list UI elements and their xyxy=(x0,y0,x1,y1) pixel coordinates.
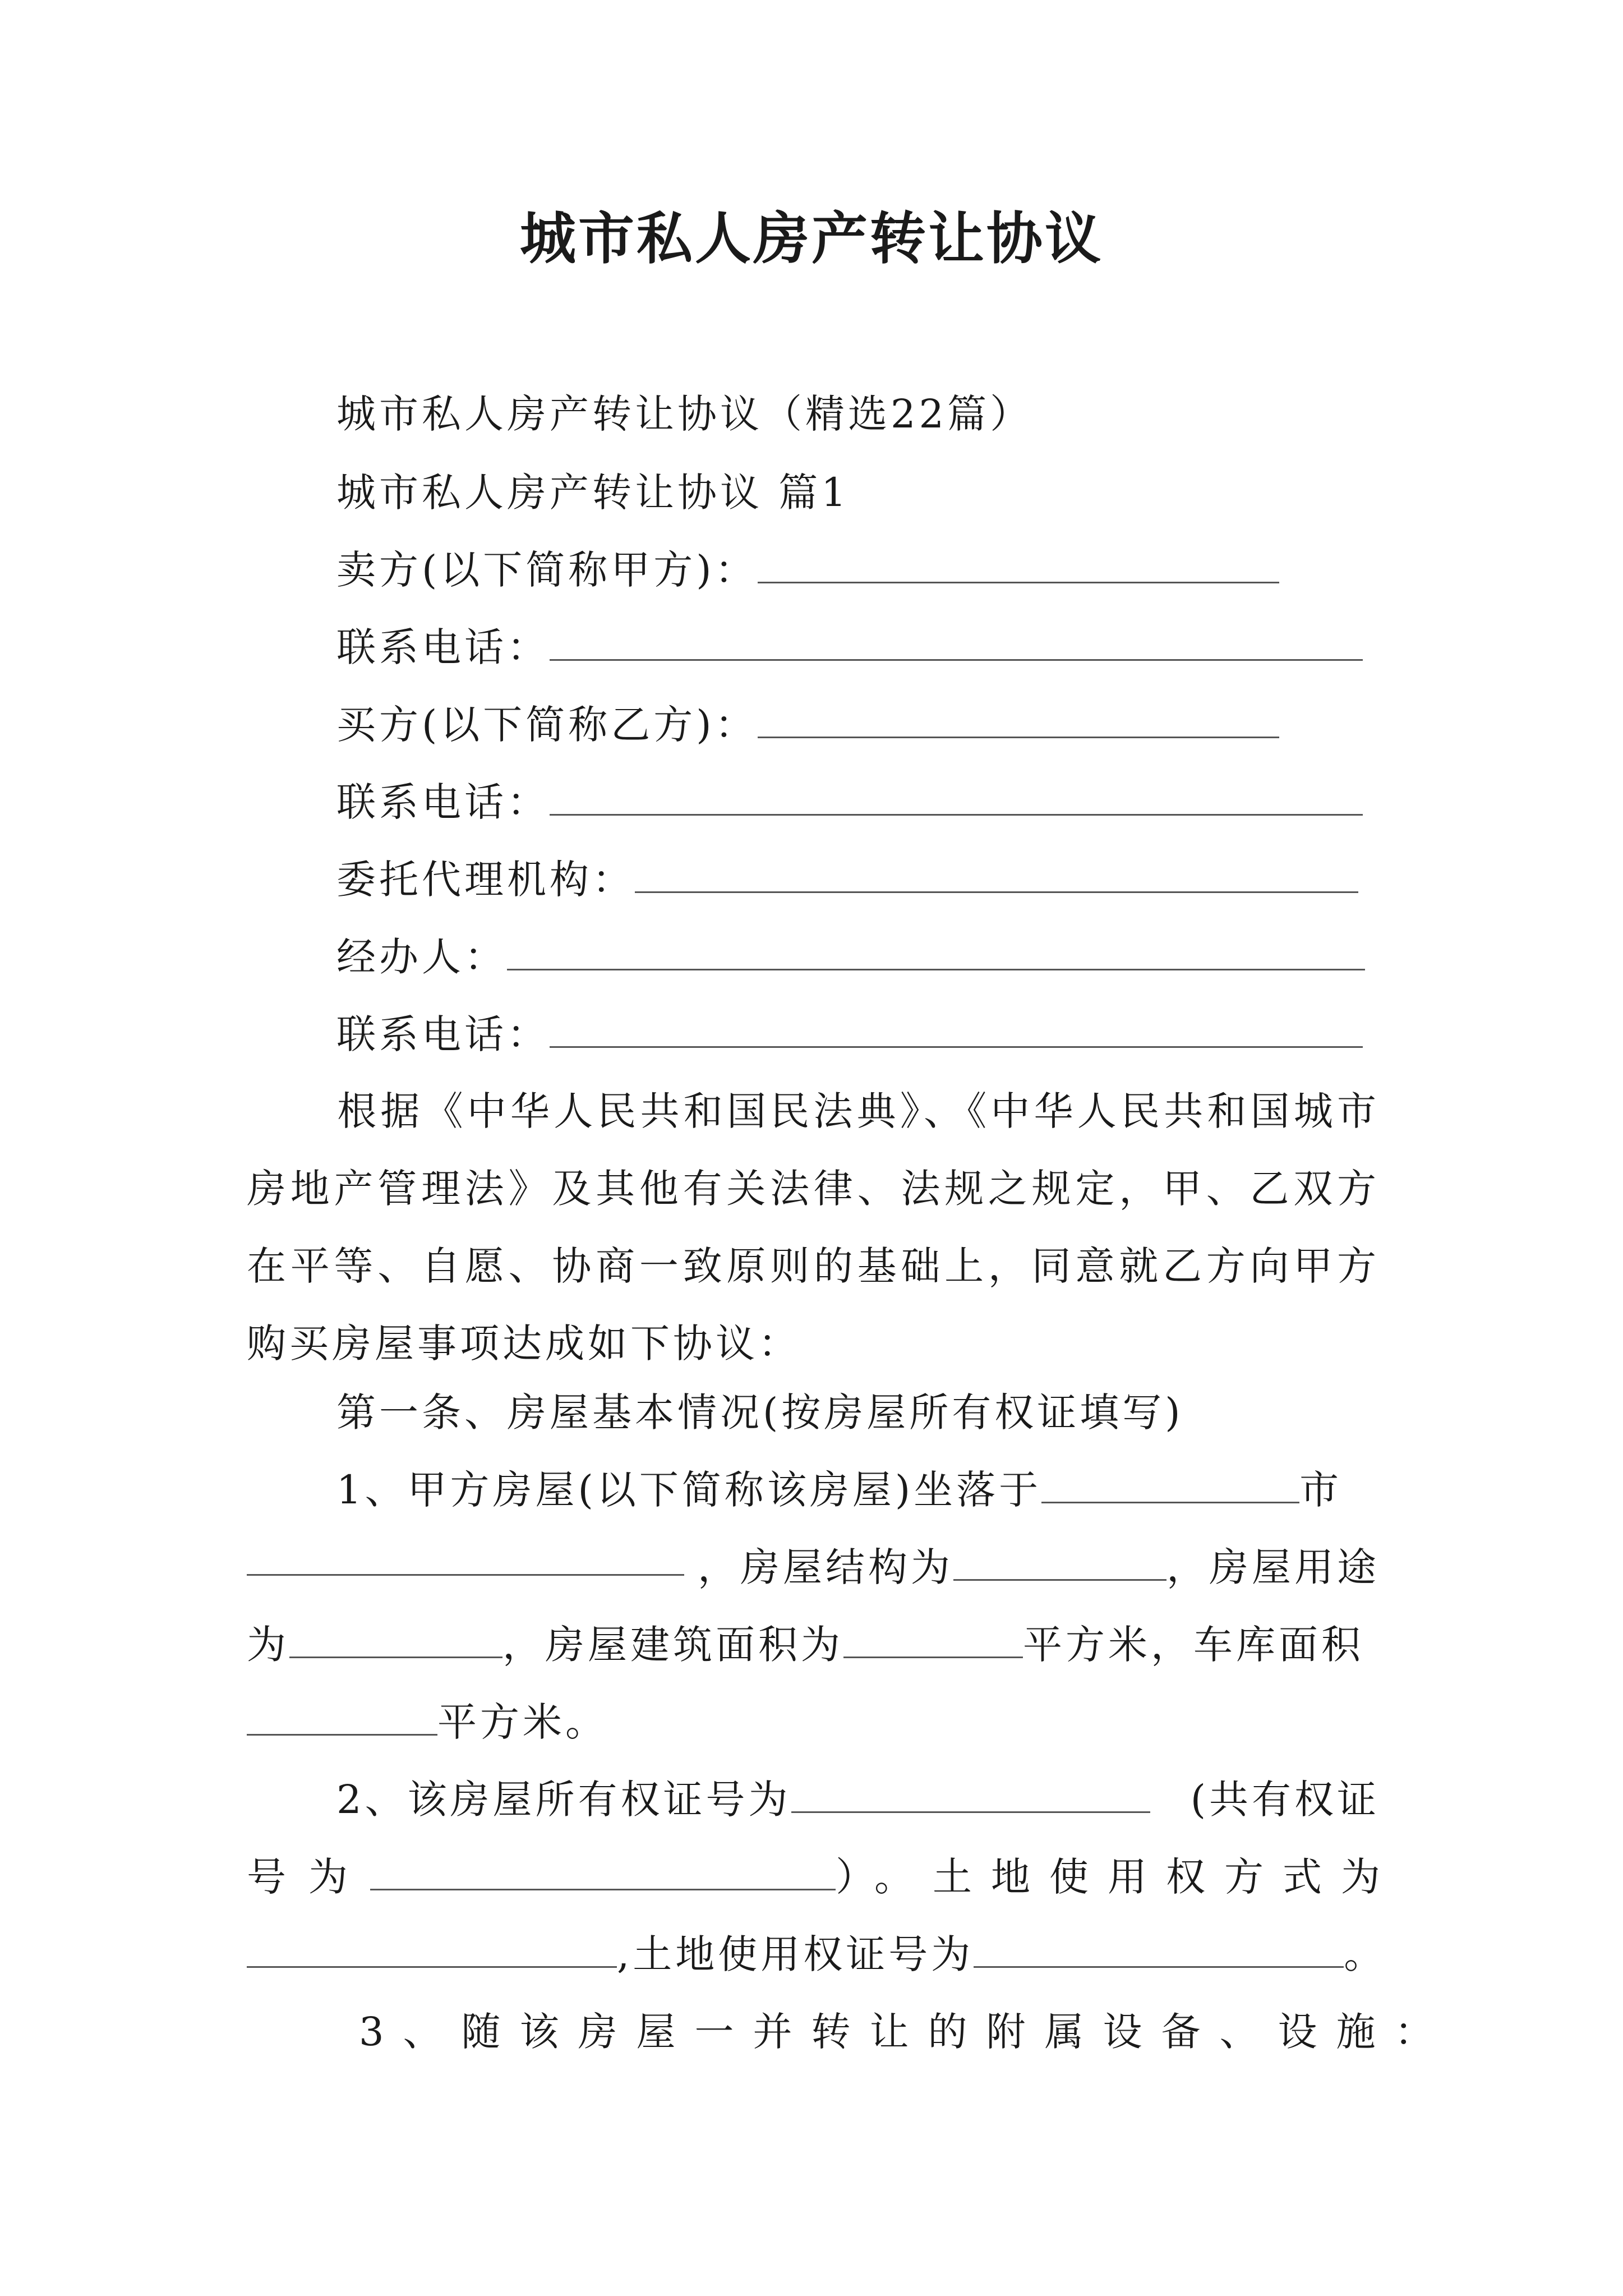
seller-phone-label: 联系电话： xyxy=(336,624,550,670)
item2-period: 。 xyxy=(1344,1931,1387,1977)
preamble-text: 根据《中华人民共和国民法典》、《中华人民共和国城市房地产管理法》及其他有关法律、法规之规定，甲、乙双方在平等、自愿、协商一致原则的基础上，同意就乙方向甲方购买房屋事项达成如下协议： xyxy=(247,1088,1380,1366)
buyer-label: 买方(以下简称乙方)： xyxy=(336,702,758,748)
item1-address-blank[interactable] xyxy=(247,1540,684,1576)
item1-city-label: 市 xyxy=(1299,1467,1343,1513)
item1-area-label: ，房屋建筑面积为 xyxy=(502,1622,843,1668)
item2-land-method-blank[interactable] xyxy=(247,1932,617,1968)
item2-cert-label: 2、该房屋所有权证号为 xyxy=(336,1777,791,1823)
item1-use-label-2: 为 xyxy=(247,1622,289,1668)
item1-structure-blank[interactable] xyxy=(953,1545,1166,1581)
agency-label: 委托代理机构： xyxy=(336,857,635,903)
item2-land-method-label: ）。土地使用权方式为 xyxy=(836,1854,1399,1900)
handler-phone-blank[interactable] xyxy=(550,1013,1363,1048)
item3-line xyxy=(247,2005,1453,2059)
item1-line4 xyxy=(247,1695,1380,1749)
item2-land-cert-blank[interactable] xyxy=(974,1932,1344,1968)
handler-phone-field xyxy=(336,1007,1363,1061)
section-heading: 城市私人房产转让协议 篇1 xyxy=(336,470,850,516)
item1-use-label: ，房屋用途 xyxy=(1166,1544,1380,1590)
seller-blank[interactable] xyxy=(758,548,1279,583)
preamble-paragraph xyxy=(247,1073,1380,1382)
document-subtitle: 城市私人房产转让协议（精选22篇） xyxy=(336,391,1033,437)
item1-line3 xyxy=(247,1618,1380,1672)
item2-shared-label: (共有权证 xyxy=(1190,1777,1380,1823)
item3-text: 3、随该房屋一并转让的附属设备、设施： xyxy=(359,2009,1453,2055)
agency-field xyxy=(336,853,1358,907)
seller-field xyxy=(336,543,1279,597)
item2-shared-blank[interactable] xyxy=(370,1855,836,1890)
buyer-phone-field xyxy=(336,775,1363,829)
handler-phone-label: 联系电话： xyxy=(336,1011,550,1057)
buyer-phone-label: 联系电话： xyxy=(336,779,550,825)
item1-use-blank[interactable] xyxy=(289,1623,502,1658)
seller-label: 卖方(以下简称甲方)： xyxy=(336,547,758,593)
item1-location-label: 1、甲方房屋(以下简称该房屋)坐落于 xyxy=(336,1467,1042,1513)
buyer-phone-blank[interactable] xyxy=(550,780,1363,816)
article1-heading: 第一条、房屋基本情况(按房屋所有权证填写) xyxy=(336,1389,1184,1435)
buyer-blank[interactable] xyxy=(758,703,1279,738)
handler-blank[interactable] xyxy=(507,935,1365,970)
item1-area-blank[interactable] xyxy=(843,1623,1023,1658)
item1-line1 xyxy=(247,1463,1380,1517)
item2-cert-blank[interactable] xyxy=(791,1778,1150,1813)
handler-label: 经办人： xyxy=(336,934,507,980)
item2-number-label: 号为 xyxy=(247,1854,370,1900)
handler-field xyxy=(336,930,1365,984)
item1-city-blank[interactable] xyxy=(1041,1468,1299,1503)
item2-line2 xyxy=(247,1850,1399,1904)
item1-garage-label: 平方米，车库面积 xyxy=(1023,1622,1364,1668)
buyer-field xyxy=(336,698,1279,752)
item1-unit-label: 平方米。 xyxy=(437,1699,608,1745)
seller-phone-blank[interactable] xyxy=(550,625,1363,661)
seller-phone-field xyxy=(336,620,1363,674)
item2-line1 xyxy=(247,1773,1380,1826)
item2-line3 xyxy=(247,1927,1387,1981)
document-title: 城市私人房产转让协议 xyxy=(520,205,1103,272)
item1-garage-blank[interactable] xyxy=(247,1700,437,1736)
agency-blank[interactable] xyxy=(635,858,1358,893)
item1-structure-label: ，房屋结构为 xyxy=(698,1544,953,1590)
item2-land-cert-label: ,土地使用权证号为 xyxy=(617,1931,974,1977)
item1-line2 xyxy=(247,1540,1380,1594)
